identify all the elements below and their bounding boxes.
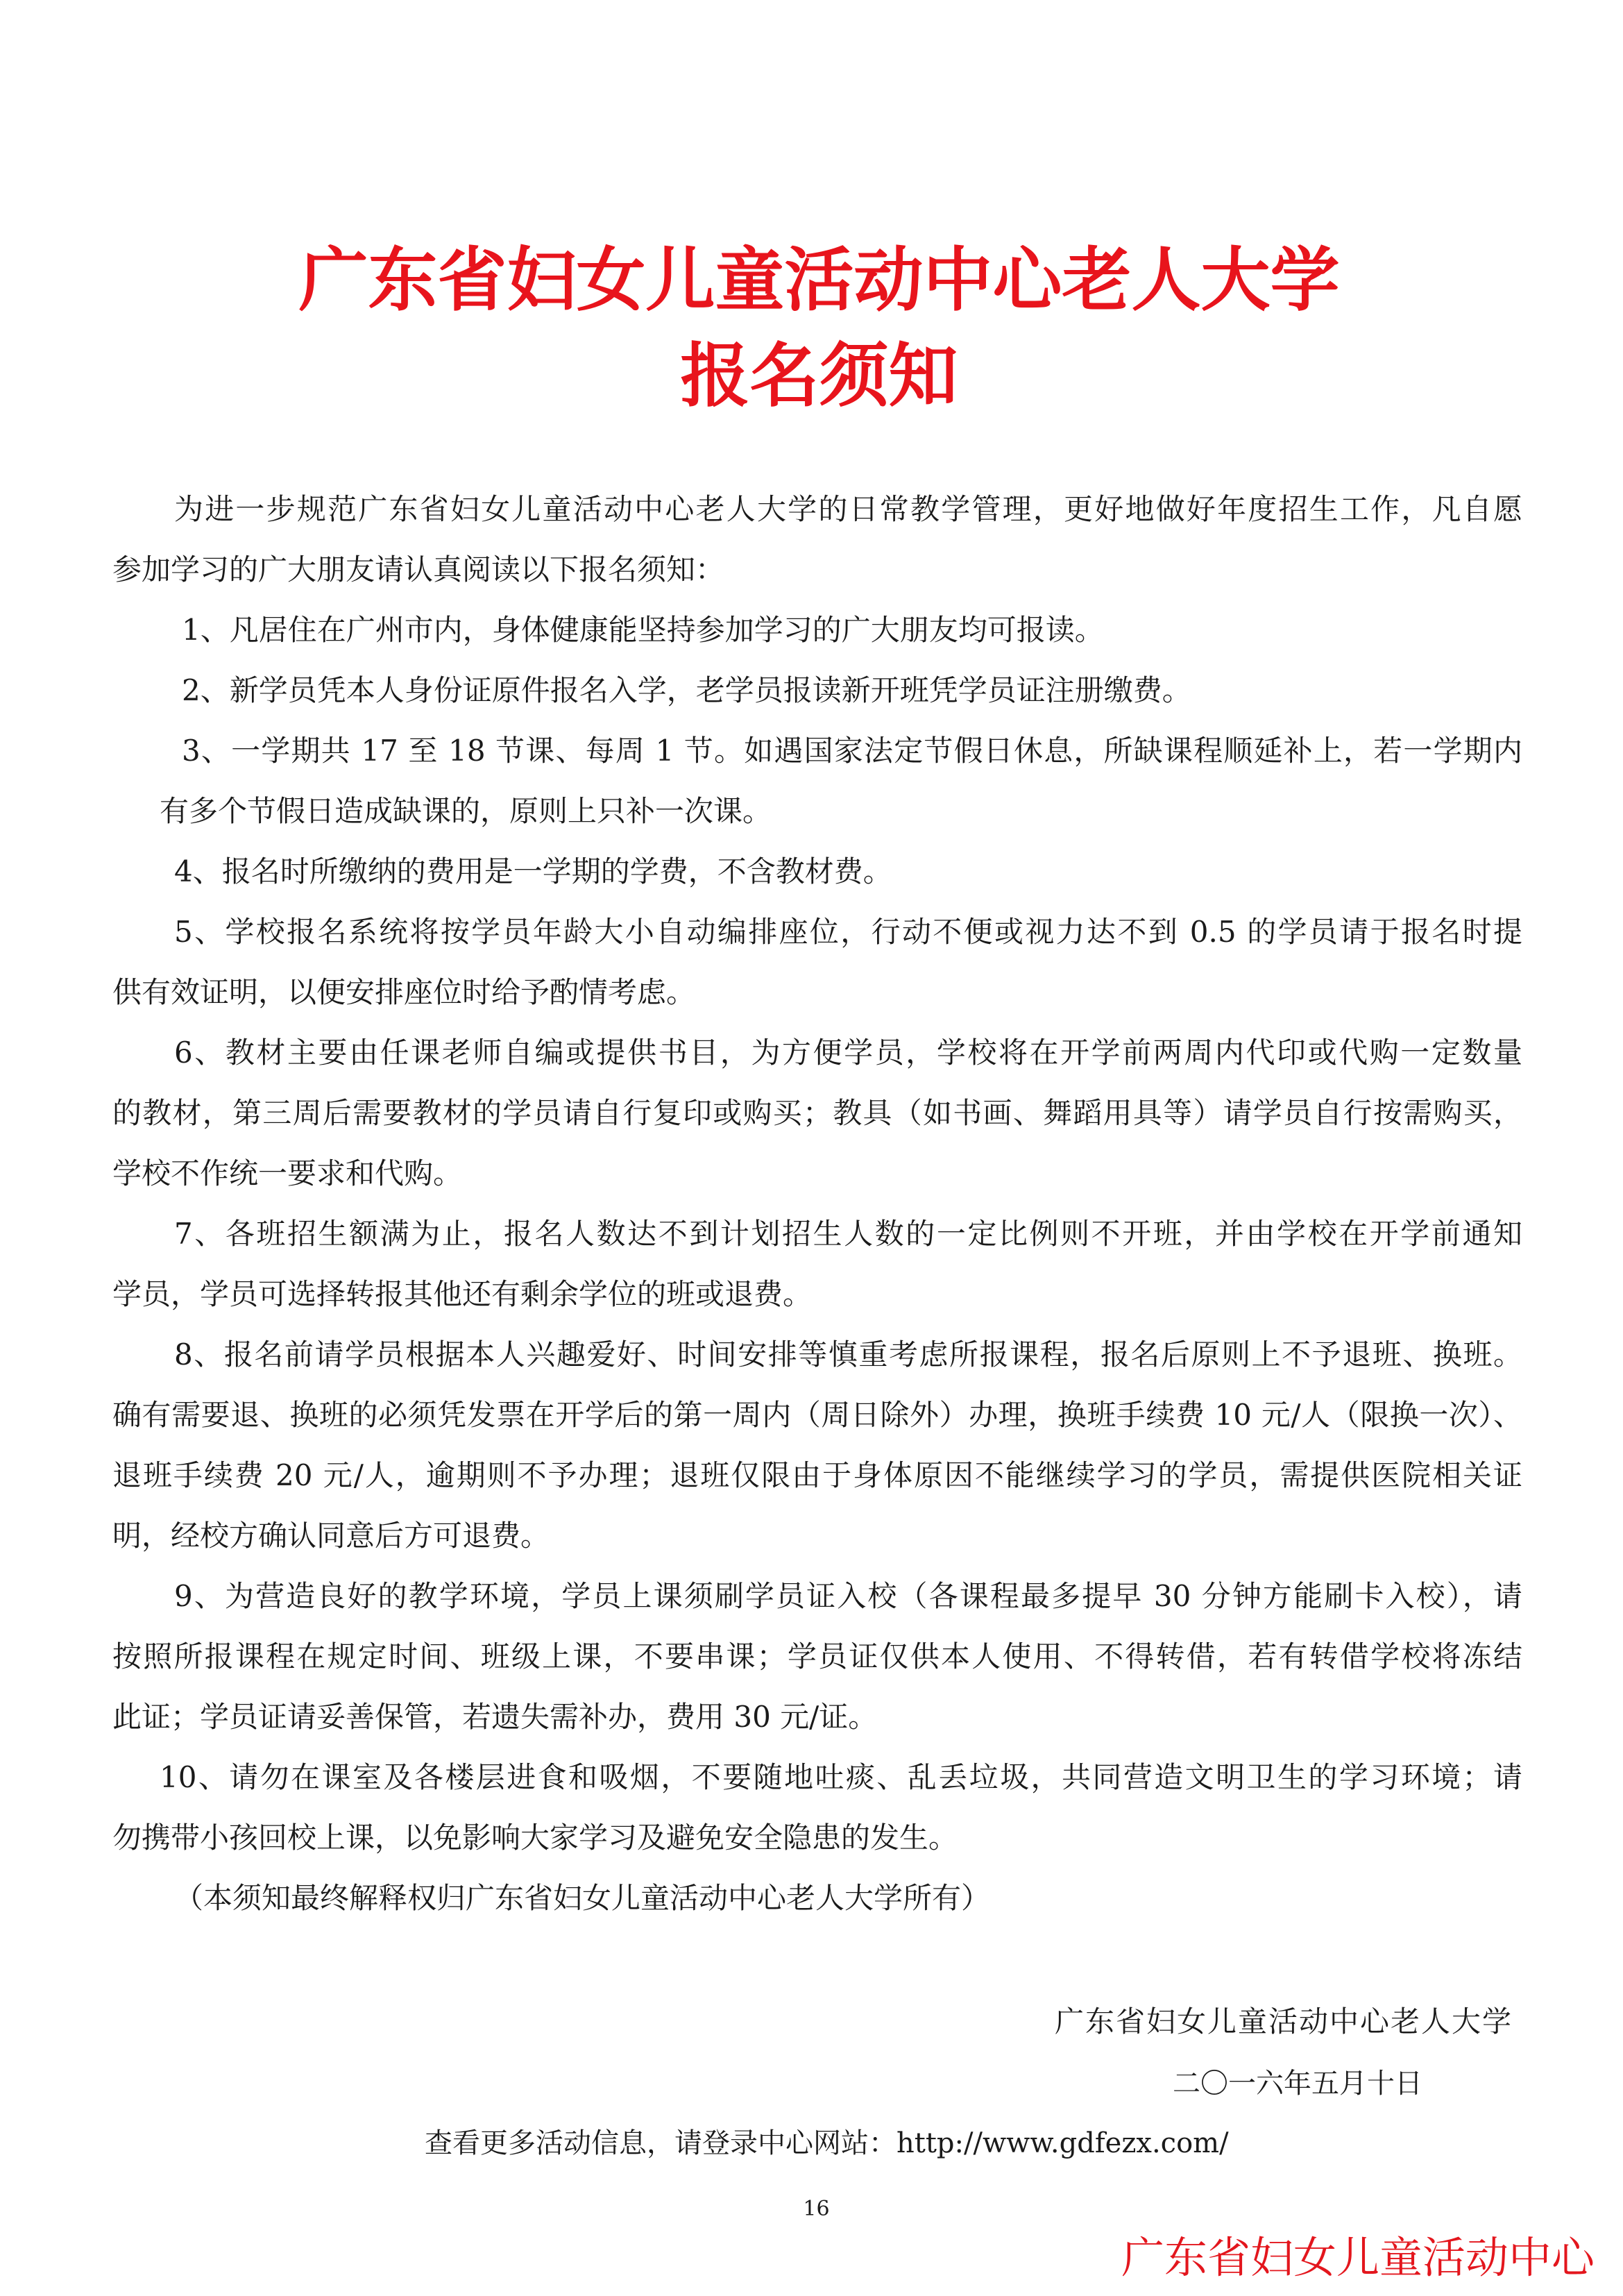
body-line: 明，经校方确认同意后方可退费。 xyxy=(112,1519,550,1553)
rule-item-5 xyxy=(0,902,1623,1022)
body-line: 参加学习的广大朋友请认真阅读以下报名须知： xyxy=(112,552,725,586)
body-line: 此证；学员证请妥善保管，若遗失需补办，费用 30 元/证。 xyxy=(112,1700,878,1734)
body-line: 的教材，第三周后需要教材的学员请自行复印或购买；教具（如书画、舞蹈用具等）请学员自行按需购买， xyxy=(112,1096,1522,1130)
footer-organization-mark: 广东省妇女儿童活动中心 xyxy=(1121,2232,1595,2283)
body-line: 4、报名时所缴纳的费用是一学期的学费，不含教材费。 xyxy=(174,854,892,888)
body-line: 10、请勿在课室及各楼层进食和吸烟，不要随地吐痰、乱丢垃圾，共同营造文明卫生的学习环境；请 xyxy=(160,1760,1522,1794)
interpretation-note xyxy=(0,1868,1623,1928)
body-line: 供有效证明，以便安排座位时给予酌情考虑。 xyxy=(112,975,696,1009)
body-line: 学员，学员可选择转报其他还有剩余学位的班或退费。 xyxy=(112,1277,813,1311)
rule-item-3 xyxy=(0,720,1623,841)
rule-item-10 xyxy=(0,1747,1623,1868)
rule-item-2 xyxy=(0,660,1623,720)
signature-organization: 广东省妇女儿童活动中心老人大学 xyxy=(1054,2004,1513,2038)
body-line: 3、一学期共 17 至 18 节课、每周 1 节。如遇国家法定节假日休息，所缺课程顺延补上，若一学期内 xyxy=(182,734,1522,768)
body-line: （本须知最终解释权归广东省妇女儿童活动中心老人大学所有） xyxy=(174,1881,991,1915)
body-line: 1、凡居住在广州市内，身体健康能坚持参加学习的广大朋友均可报读。 xyxy=(182,613,1104,647)
rule-item-7 xyxy=(0,1204,1623,1324)
body-line: 勿携带小孩回校上课，以免影响大家学习及避免安全隐患的发生。 xyxy=(112,1821,958,1855)
document-title: 广东省妇女儿童活动中心老人大学 xyxy=(298,239,1340,321)
body-line: 6、教材主要由任课老师自编或提供书目，为方便学员，学校将在开学前两周内代印或代购一定数量 xyxy=(174,1036,1522,1070)
body-line: 有多个节假日造成缺课的，原则上只补一次课。 xyxy=(160,794,772,828)
rule-item-1 xyxy=(0,600,1623,660)
body-line: 2、新学员凭本人身份证原件报名入学，老学员报读新开班凭学员证注册缴费。 xyxy=(182,673,1191,707)
body-line: 7、各班招生额满为止，报名人数达不到计划招生人数的一定比例则不开班，并由学校在开学前通知 xyxy=(174,1217,1522,1251)
body-line: 8、报名前请学员根据本人兴趣爱好、时间安排等慎重考虑所报课程，报名后原则上不予退班、换班。 xyxy=(174,1337,1522,1371)
body-line: 为进一步规范广东省妇女儿童活动中心老人大学的日常教学管理，更好地做好年度招生工作，凡自愿 xyxy=(174,492,1522,526)
document-subtitle: 报名须知 xyxy=(680,335,958,416)
notice-body xyxy=(0,479,1623,1928)
page-number: 16 xyxy=(803,2197,830,2221)
body-line: 退班手续费 20 元/人，逾期则不予办理；退班仅限由于身体原因不能继续学习的学员，需提供医院相关证 xyxy=(112,1458,1522,1492)
rule-item-4 xyxy=(0,841,1623,902)
body-line: 5、学校报名系统将按学员年龄大小自动编排座位，行动不便或视力达不到 0.5 的学员请于报名时提 xyxy=(174,915,1522,949)
signature-date: 二〇一六年五月十日 xyxy=(1173,2068,1422,2100)
rule-item-9 xyxy=(0,1566,1623,1747)
body-line: 确有需要退、换班的必须凭发票在开学后的第一周内（周日除外）办理，换班手续费 10 元/人（限换一次）、 xyxy=(112,1398,1522,1432)
intro-paragraph xyxy=(0,479,1623,600)
website-note: 查看更多活动信息，请登录中心网站：http://www.gdfezx.com/ xyxy=(425,2127,1229,2159)
body-line: 按照所报课程在规定时间、班级上课，不要串课；学员证仅供本人使用、不得转借，若有转借学校将冻结 xyxy=(112,1639,1522,1673)
rule-item-8 xyxy=(0,1324,1623,1566)
body-line: 学校不作统一要求和代购。 xyxy=(112,1156,463,1190)
rule-item-6 xyxy=(0,1022,1623,1204)
body-line: 9、为营造良好的教学环境，学员上课须刷学员证入校（各课程最多提早 30 分钟方能刷卡入校），请 xyxy=(174,1579,1522,1613)
